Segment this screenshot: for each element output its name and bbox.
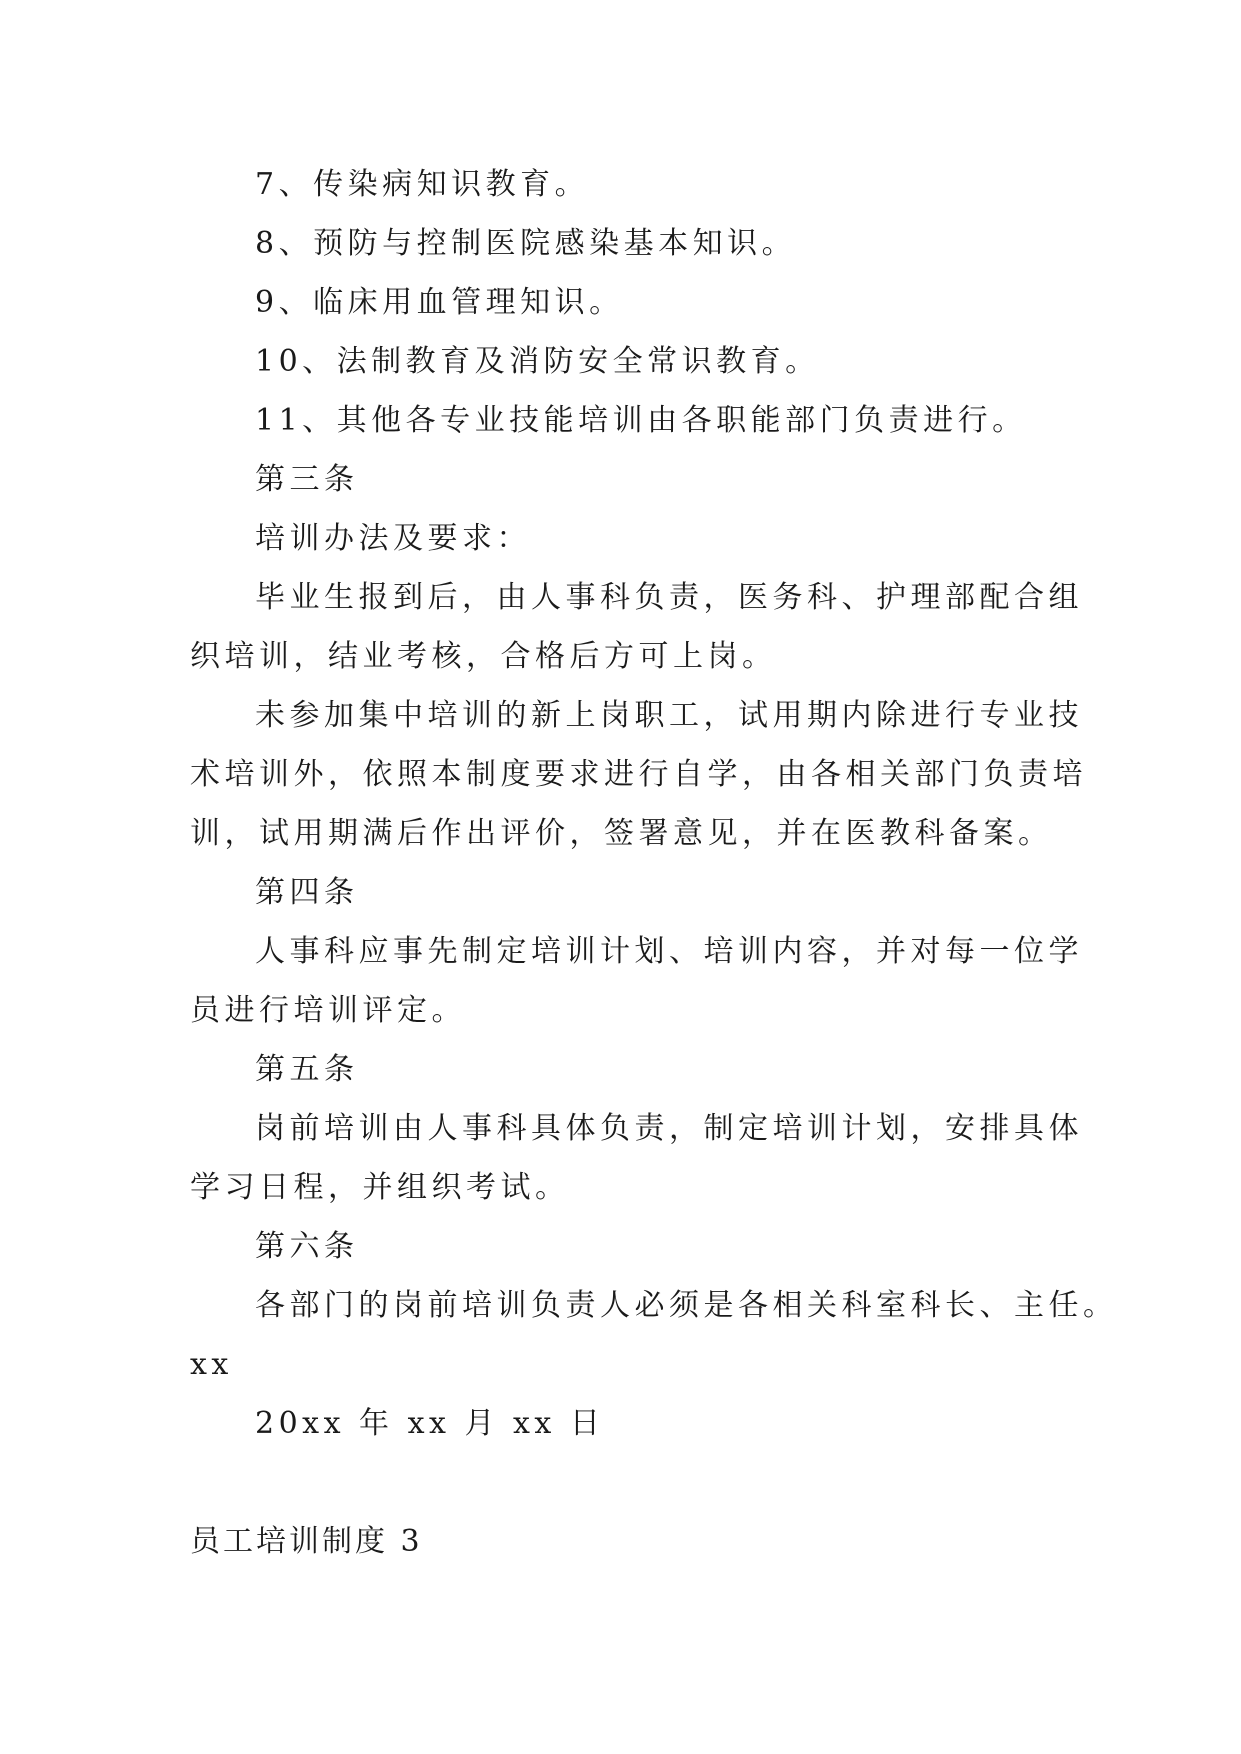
signature-placeholder: xx	[190, 1347, 233, 1382]
paragraph-line: 岗前培训由人事科具体负责，制定培训计划，安排具体	[255, 1111, 1083, 1146]
paragraph-line: 学习日程，并组织考试。	[190, 1170, 570, 1205]
article-4-heading: 第四条	[255, 875, 359, 910]
section-title: 员工培训制度 3	[190, 1524, 423, 1559]
list-item-10: 10、法制教育及消防安全常识教育。	[255, 344, 820, 379]
article-5-heading: 第五条	[255, 1052, 359, 1087]
list-item-11: 11、其他各专业技能培训由各职能部门负责进行。	[255, 403, 1027, 438]
list-item-7: 7、传染病知识教育。	[255, 167, 590, 202]
article-3-heading: 第三条	[255, 462, 359, 497]
paragraph-line: 术培训外，依照本制度要求进行自学，由各相关部门负责培	[190, 757, 1087, 792]
paragraph-line: 训，试用期满后作出评价，签署意见，并在医教科备案。	[190, 816, 1053, 851]
paragraph-line: 人事科应事先制定培训计划、培训内容，并对每一位学	[255, 934, 1083, 969]
paragraph-line: 员进行培训评定。	[190, 993, 466, 1028]
article-6-heading: 第六条	[255, 1229, 359, 1264]
article-3-subtitle: 培训办法及要求：	[255, 521, 531, 556]
paragraph-line: 未参加集中培训的新上岗职工，试用期内除进行专业技	[255, 698, 1083, 733]
date-line: 20xx 年 xx 月 xx 日	[255, 1406, 605, 1441]
paragraph-line: 毕业生报到后，由人事科负责，医务科、护理部配合组	[255, 580, 1083, 615]
paragraph-line: 织培训，结业考核，合格后方可上岗。	[190, 639, 777, 674]
list-item-9: 9、临床用血管理知识。	[255, 285, 624, 320]
list-item-8: 8、预防与控制医院感染基本知识。	[255, 226, 797, 261]
paragraph-line: 各部门的岗前培训负责人必须是各相关科室科长、主任。	[255, 1288, 1118, 1323]
